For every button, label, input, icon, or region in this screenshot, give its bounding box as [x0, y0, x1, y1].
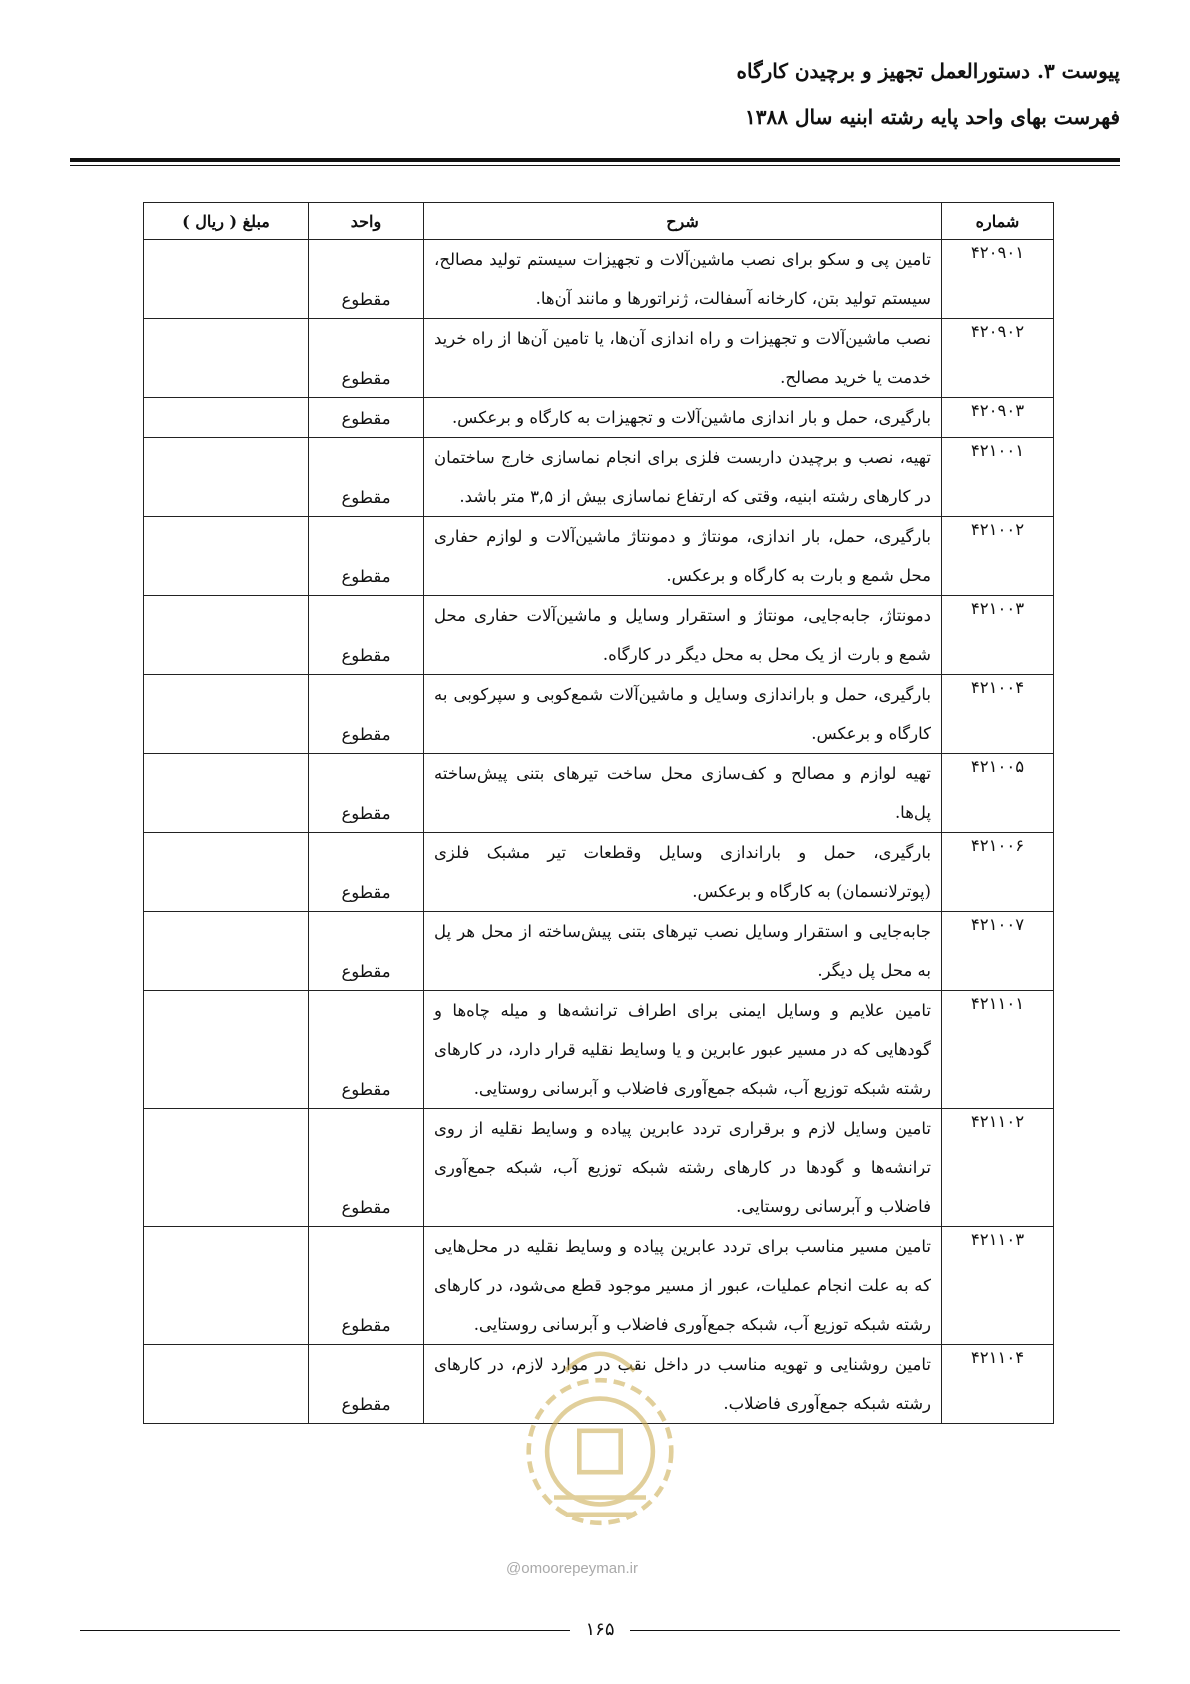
item-amount — [144, 991, 309, 1109]
item-code: ۴۲۱۰۰۷ — [942, 912, 1054, 991]
page-number: ۱۶۵ — [585, 1619, 615, 1640]
item-code: ۴۲۱۱۰۲ — [942, 1109, 1054, 1227]
item-unit: مقطوع — [309, 240, 424, 319]
item-description: نصب ماشین‌آلات و تجهیزات و راه اندازی آن‌ها، یا تامین آن‌ها از راه خرید خدمت یا خرید مصالح. — [424, 319, 942, 398]
item-code: ۴۲۱۱۰۴ — [942, 1345, 1054, 1424]
item-code: ۴۲۱۰۰۱ — [942, 438, 1054, 517]
price-list-title: فهرست بهای واحد پایه رشته ابنیه سال ۱۳۸۸ — [745, 105, 1120, 129]
item-code: ۴۲۰۹۰۲ — [942, 319, 1054, 398]
item-amount — [144, 1345, 309, 1424]
item-unit: مقطوع — [309, 675, 424, 754]
column-header-description: شرح — [424, 203, 942, 240]
item-code: ۴۲۰۹۰۳ — [942, 398, 1054, 438]
table-row — [144, 912, 1054, 991]
header-rule-thick — [70, 158, 1120, 162]
item-unit: مقطوع — [309, 596, 424, 675]
item-amount — [144, 833, 309, 912]
table-row — [144, 438, 1054, 517]
watermark-text: @omoorepeyman.ir — [506, 1560, 638, 1577]
item-unit: مقطوع — [309, 319, 424, 398]
item-description: بارگیری، حمل، بار اندازی، مونتاژ و دمونتاژ ماشین‌آلات و لوازم حفاری محل شمع و بارت به کارگاه و برعکس. — [424, 517, 942, 596]
price-items-table — [143, 202, 1054, 1424]
item-unit: مقطوع — [309, 833, 424, 912]
table-row — [144, 754, 1054, 833]
item-code: ۴۲۱۰۰۲ — [942, 517, 1054, 596]
item-amount — [144, 517, 309, 596]
appendix-title: پیوست ۳. دستورالعمل تجهیز و برچیدن کارگاه — [736, 59, 1120, 83]
item-amount — [144, 1227, 309, 1345]
item-unit: مقطوع — [309, 1345, 424, 1424]
item-unit: مقطوع — [309, 398, 424, 438]
item-amount — [144, 398, 309, 438]
table-row — [144, 596, 1054, 675]
item-description: جابه‌جایی و استقرار وسایل نصب تیرهای بتنی پیش‌ساخته از محل هر پل به محل پل دیگر. — [424, 912, 942, 991]
page-header — [737, 58, 1121, 130]
header-rule-thin — [70, 165, 1120, 166]
item-unit: مقطوع — [309, 438, 424, 517]
item-amount — [144, 754, 309, 833]
footer-rule-right — [630, 1630, 1120, 1631]
item-code: ۴۲۰۹۰۱ — [942, 240, 1054, 319]
column-header-code: شماره — [942, 203, 1054, 240]
item-description: بارگیری، حمل و باراندازی وسایل و ماشین‌آلات شمع‌کوبی و سپرکوبی به کارگاه و برعکس. — [424, 675, 942, 754]
item-code: ۴۲۱۰۰۵ — [942, 754, 1054, 833]
item-unit: مقطوع — [309, 1227, 424, 1345]
item-amount — [144, 319, 309, 398]
item-amount — [144, 240, 309, 319]
table-row — [144, 1109, 1054, 1227]
table-row — [144, 517, 1054, 596]
table-header-row — [144, 203, 1054, 240]
item-description: دمونتاژ، جابه‌جایی، مونتاژ و استقرار وسایل و ماشین‌آلات حفاری محل شمع و بارت از یک محل به محل دیگر در کارگاه. — [424, 596, 942, 675]
item-description: بارگیری، حمل و بار اندازی ماشین‌آلات و تجهیزات به کارگاه و برعکس. — [424, 398, 942, 438]
table-row — [144, 675, 1054, 754]
item-amount — [144, 438, 309, 517]
item-unit: مقطوع — [309, 1109, 424, 1227]
item-description: تهیه، نصب و برچیدن داربست فلزی برای انجام نماسازی خارج ساختمان در کارهای رشته ابنیه، وقتی که ارتفاع نماسازی بیش از ۳,۵ متر باشد. — [424, 438, 942, 517]
item-description: تامین روشنایی و تهویه مناسب در داخل نقب در موارد لازم، در کارهای رشته شبکه جمع‌آوری فاضلاب. — [424, 1345, 942, 1424]
item-code: ۴۲۱۰۰۴ — [942, 675, 1054, 754]
item-amount — [144, 596, 309, 675]
item-amount — [144, 1109, 309, 1227]
item-unit: مقطوع — [309, 912, 424, 991]
item-unit: مقطوع — [309, 991, 424, 1109]
item-code: ۴۲۱۰۰۳ — [942, 596, 1054, 675]
item-description: بارگیری، حمل و باراندازی وسایل وقطعات تیر مشبک فلزی (پوترلانسمان) به کارگاه و برعکس. — [424, 833, 942, 912]
table-row — [144, 240, 1054, 319]
item-description: تامین پی و سکو برای نصب ماشین‌آلات و تجهیزات سیستم تولید مصالح، سیستم تولید بتن، کارخانه آسفالت، ژنراتورها و مانند آن‌ها. — [424, 240, 942, 319]
footer-rule-left — [80, 1630, 570, 1631]
column-header-amount: مبلغ ( ریال ) — [144, 203, 309, 240]
item-description: تامین مسیر مناسب برای تردد عابرین پیاده و وسایط نقلیه در محل‌هایی که به علت انجام عملیات، عبور از مسیر موجود قطع می‌شود، در کارهای رشته شبکه توزیع آب، شبکه جمع‌آوری فاضلاب و آبرسانی روستایی. — [424, 1227, 942, 1345]
watermark-seal — [485, 1325, 715, 1555]
item-unit: مقطوع — [309, 754, 424, 833]
table-row — [144, 398, 1054, 438]
item-amount — [144, 912, 309, 991]
item-description: تهیه لوازم و مصالح و کف‌سازی محل ساخت تیرهای بتنی پیش‌ساخته پل‌ها. — [424, 754, 942, 833]
item-code: ۴۲۱۱۰۱ — [942, 991, 1054, 1109]
item-description: تامین وسایل لازم و برقراری تردد عابرین پیاده و وسایط نقلیه از روی ترانشه‌ها و گودها در کارهای رشته شبکه توزیع آب، شبکه جمع‌آوری فاضلاب و آبرسانی روستایی. — [424, 1109, 942, 1227]
item-amount — [144, 675, 309, 754]
table-row — [144, 991, 1054, 1109]
column-header-unit: واحد — [309, 203, 424, 240]
table-row — [144, 833, 1054, 912]
table-row — [144, 319, 1054, 398]
item-code: ۴۲۱۱۰۳ — [942, 1227, 1054, 1345]
item-unit: مقطوع — [309, 517, 424, 596]
item-code: ۴۲۱۰۰۶ — [942, 833, 1054, 912]
item-description: تامین علایم و وسایل ایمنی برای اطراف ترانشه‌ها و میله چاه‌ها و گودهایی که در مسیر عبور عابرین و یا وسایط نقلیه قرار دارد، در کارهای رشته شبکه توزیع آب، شبکه جمع‌آوری فاضلاب و آبرسانی روستایی. — [424, 991, 942, 1109]
